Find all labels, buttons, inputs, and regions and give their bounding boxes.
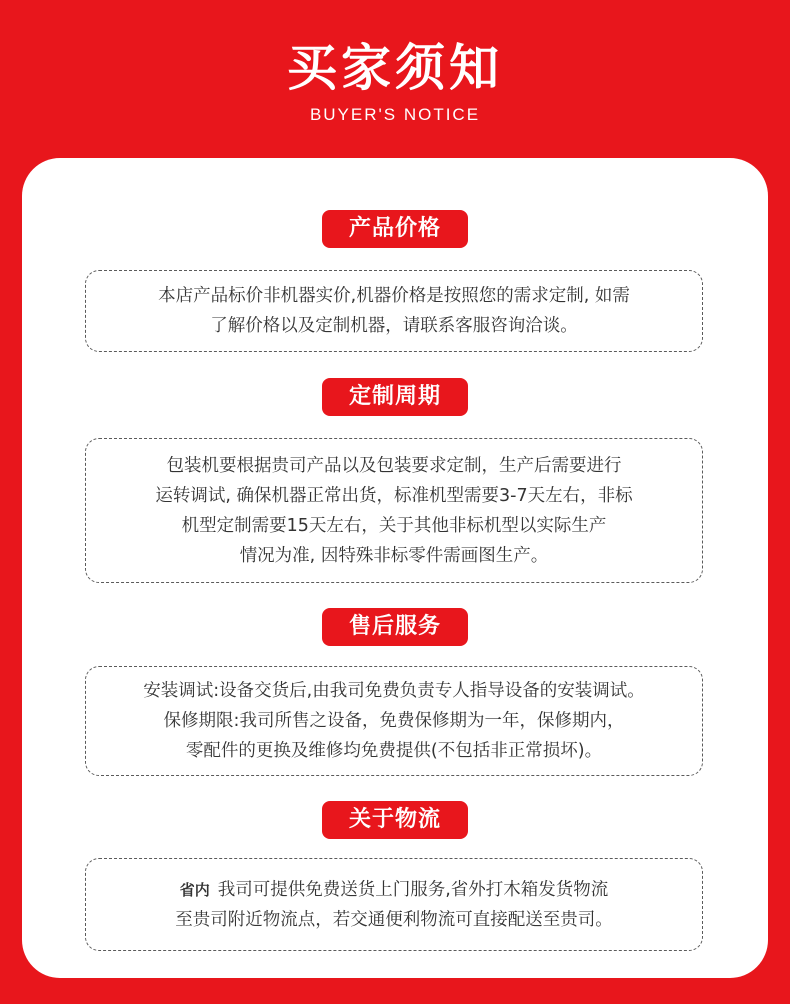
page-title: 买家须知: [287, 39, 503, 97]
section-box-logistics: [85, 858, 703, 951]
section-label-service: 售后服务: [322, 608, 468, 646]
section-box-cycle: [85, 438, 703, 583]
province-prefix: 省内: [179, 880, 210, 899]
section-text-line: 运转调试, 确保机器正常出货，标准机型需要3-7天左右，非标: [155, 485, 633, 506]
section-text-line: [106, 875, 682, 905]
section-text-line: 保修期限:我司所售之设备，免费保修期为一年，保修期内，: [163, 711, 625, 731]
section-label-logistics: 关于物流: [322, 801, 468, 839]
section-text-line: 包装机要根据贵司产品以及包装要求定制，生产后需要进行: [166, 455, 622, 476]
section-text-line: 至贵司附近物流点，若交通便利物流可直接配送至贵司。: [175, 909, 613, 930]
page-subtitle: BUYER'S NOTICE: [309, 105, 481, 124]
section-text: 我司可提供免费送货上门服务,省外打木箱发货物流: [217, 879, 609, 900]
section-box-service: [85, 666, 703, 776]
section-text-line: 安装调试:设备交货后,由我司免费负责专人指导设备的安装调试。: [143, 681, 645, 701]
section-label-price: 产品价格: [322, 210, 468, 248]
section-box-price: [85, 270, 703, 352]
section-text-line: 零配件的更换及维修均免费提供(不包括非正常损坏)。: [185, 741, 603, 761]
section-text-line: 本店产品标价非机器实价,机器价格是按照您的需求定制, 如需: [158, 286, 630, 306]
notice-card: [22, 158, 768, 978]
section-text-line: 情况为准, 因特殊非标零件需画图生产。: [239, 545, 549, 566]
header: [0, 0, 790, 160]
section-label-cycle: 定制周期: [322, 378, 468, 416]
section-text-line: 了解价格以及定制机器，请联系客服咨询洽谈。: [210, 316, 578, 336]
section-text-line: 机型定制需要15天左右，关于其他非标机型以实际生产: [181, 515, 607, 536]
